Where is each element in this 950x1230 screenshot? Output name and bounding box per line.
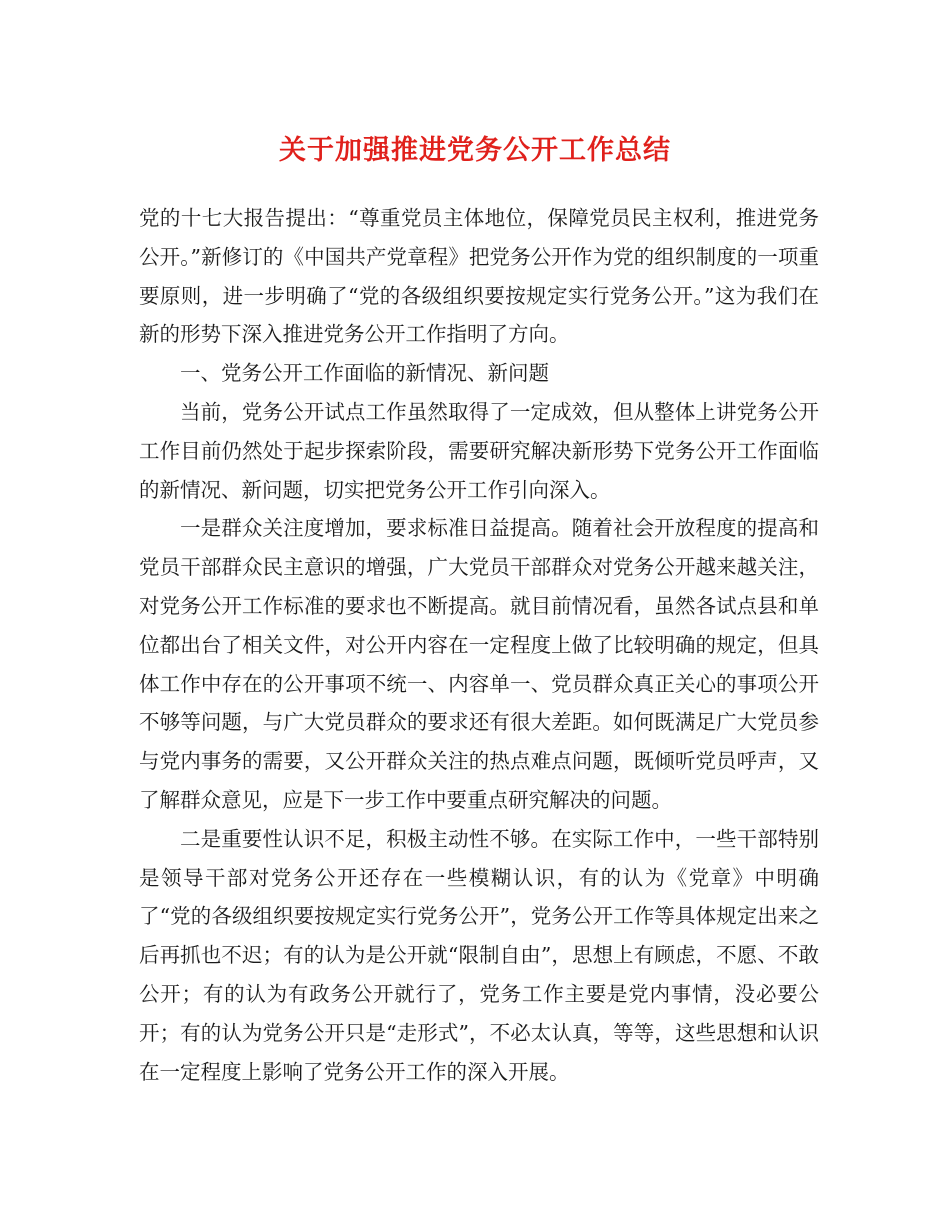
paragraph-current-situation: 当前，党务公开试点工作虽然取得了一定成效，但从整体上讲党务公开工作目前仍然处于起步探索阶段，需要研究解决新形势下党务公开工作面临的新情况、新问题，切实把党务公开工作引向深入。 [139,399,819,502]
paragraph-public-attention: 一是群众关注度增加，要求标准日益提高。随着社会开放程度的提高和党员干部群众民主意识的增强，广大党员干部群众对党务公开越来越关注，对党务公开工作标准的要求也不断提高。就目前情况看，虽然各试点县和单位都出台了相关文件，对公开内容在一定程度上做了比较明确的规定，但具体工作中存在的公开事项不统一、内容单一、党员群众真正关心的事项公开不够等问题，与广大党员群众的要求还有很大差距。如何既满足广大党员参与党内事务的需要，又公开群众关注的热点难点问题，既倾听党员呼声，又了解群众意见，应是下一步工作中要重点研究解决的问题。 [139,516,819,812]
section-heading: 一、党务公开工作面临的新情况、新问题 [180,361,549,386]
intro-paragraph: 党的十七大报告提出：“尊重党员主体地位，保障党员民主权利，推进党务公开。”新修订的《中国共产党章程》把党务公开作为党的组织制度的一项重要原则，进一步明确了“党的各级组织要按规定实行党务公开。”这为我们在新的形势下深入推进党务公开工作指明了方向。 [139,206,819,347]
document-title: 关于加强推进党务公开工作总结 [279,135,671,166]
paragraph-insufficient-awareness: 二是重要性认识不足，积极主动性不够。在实际工作中，一些干部特别是领导干部对党务公开还存在一些模糊认识，有的认为《党章》中明确了“党的各级组织要按规定实行党务公开”，党务公开工作等具体规定出来之后再抓也不迟；有的认为是公开就“限制自由”，思想上有顾虑，不愿、不敢公开；有的认为有政务公开就行了，党务工作主要是党内事情，没必要公开；有的认为党务公开只是“走形式”，不必太认真，等等，这些思想和认识在一定程度上影响了党务公开工作的深入开展。 [139,826,819,1084]
document-body [139,199,819,1091]
